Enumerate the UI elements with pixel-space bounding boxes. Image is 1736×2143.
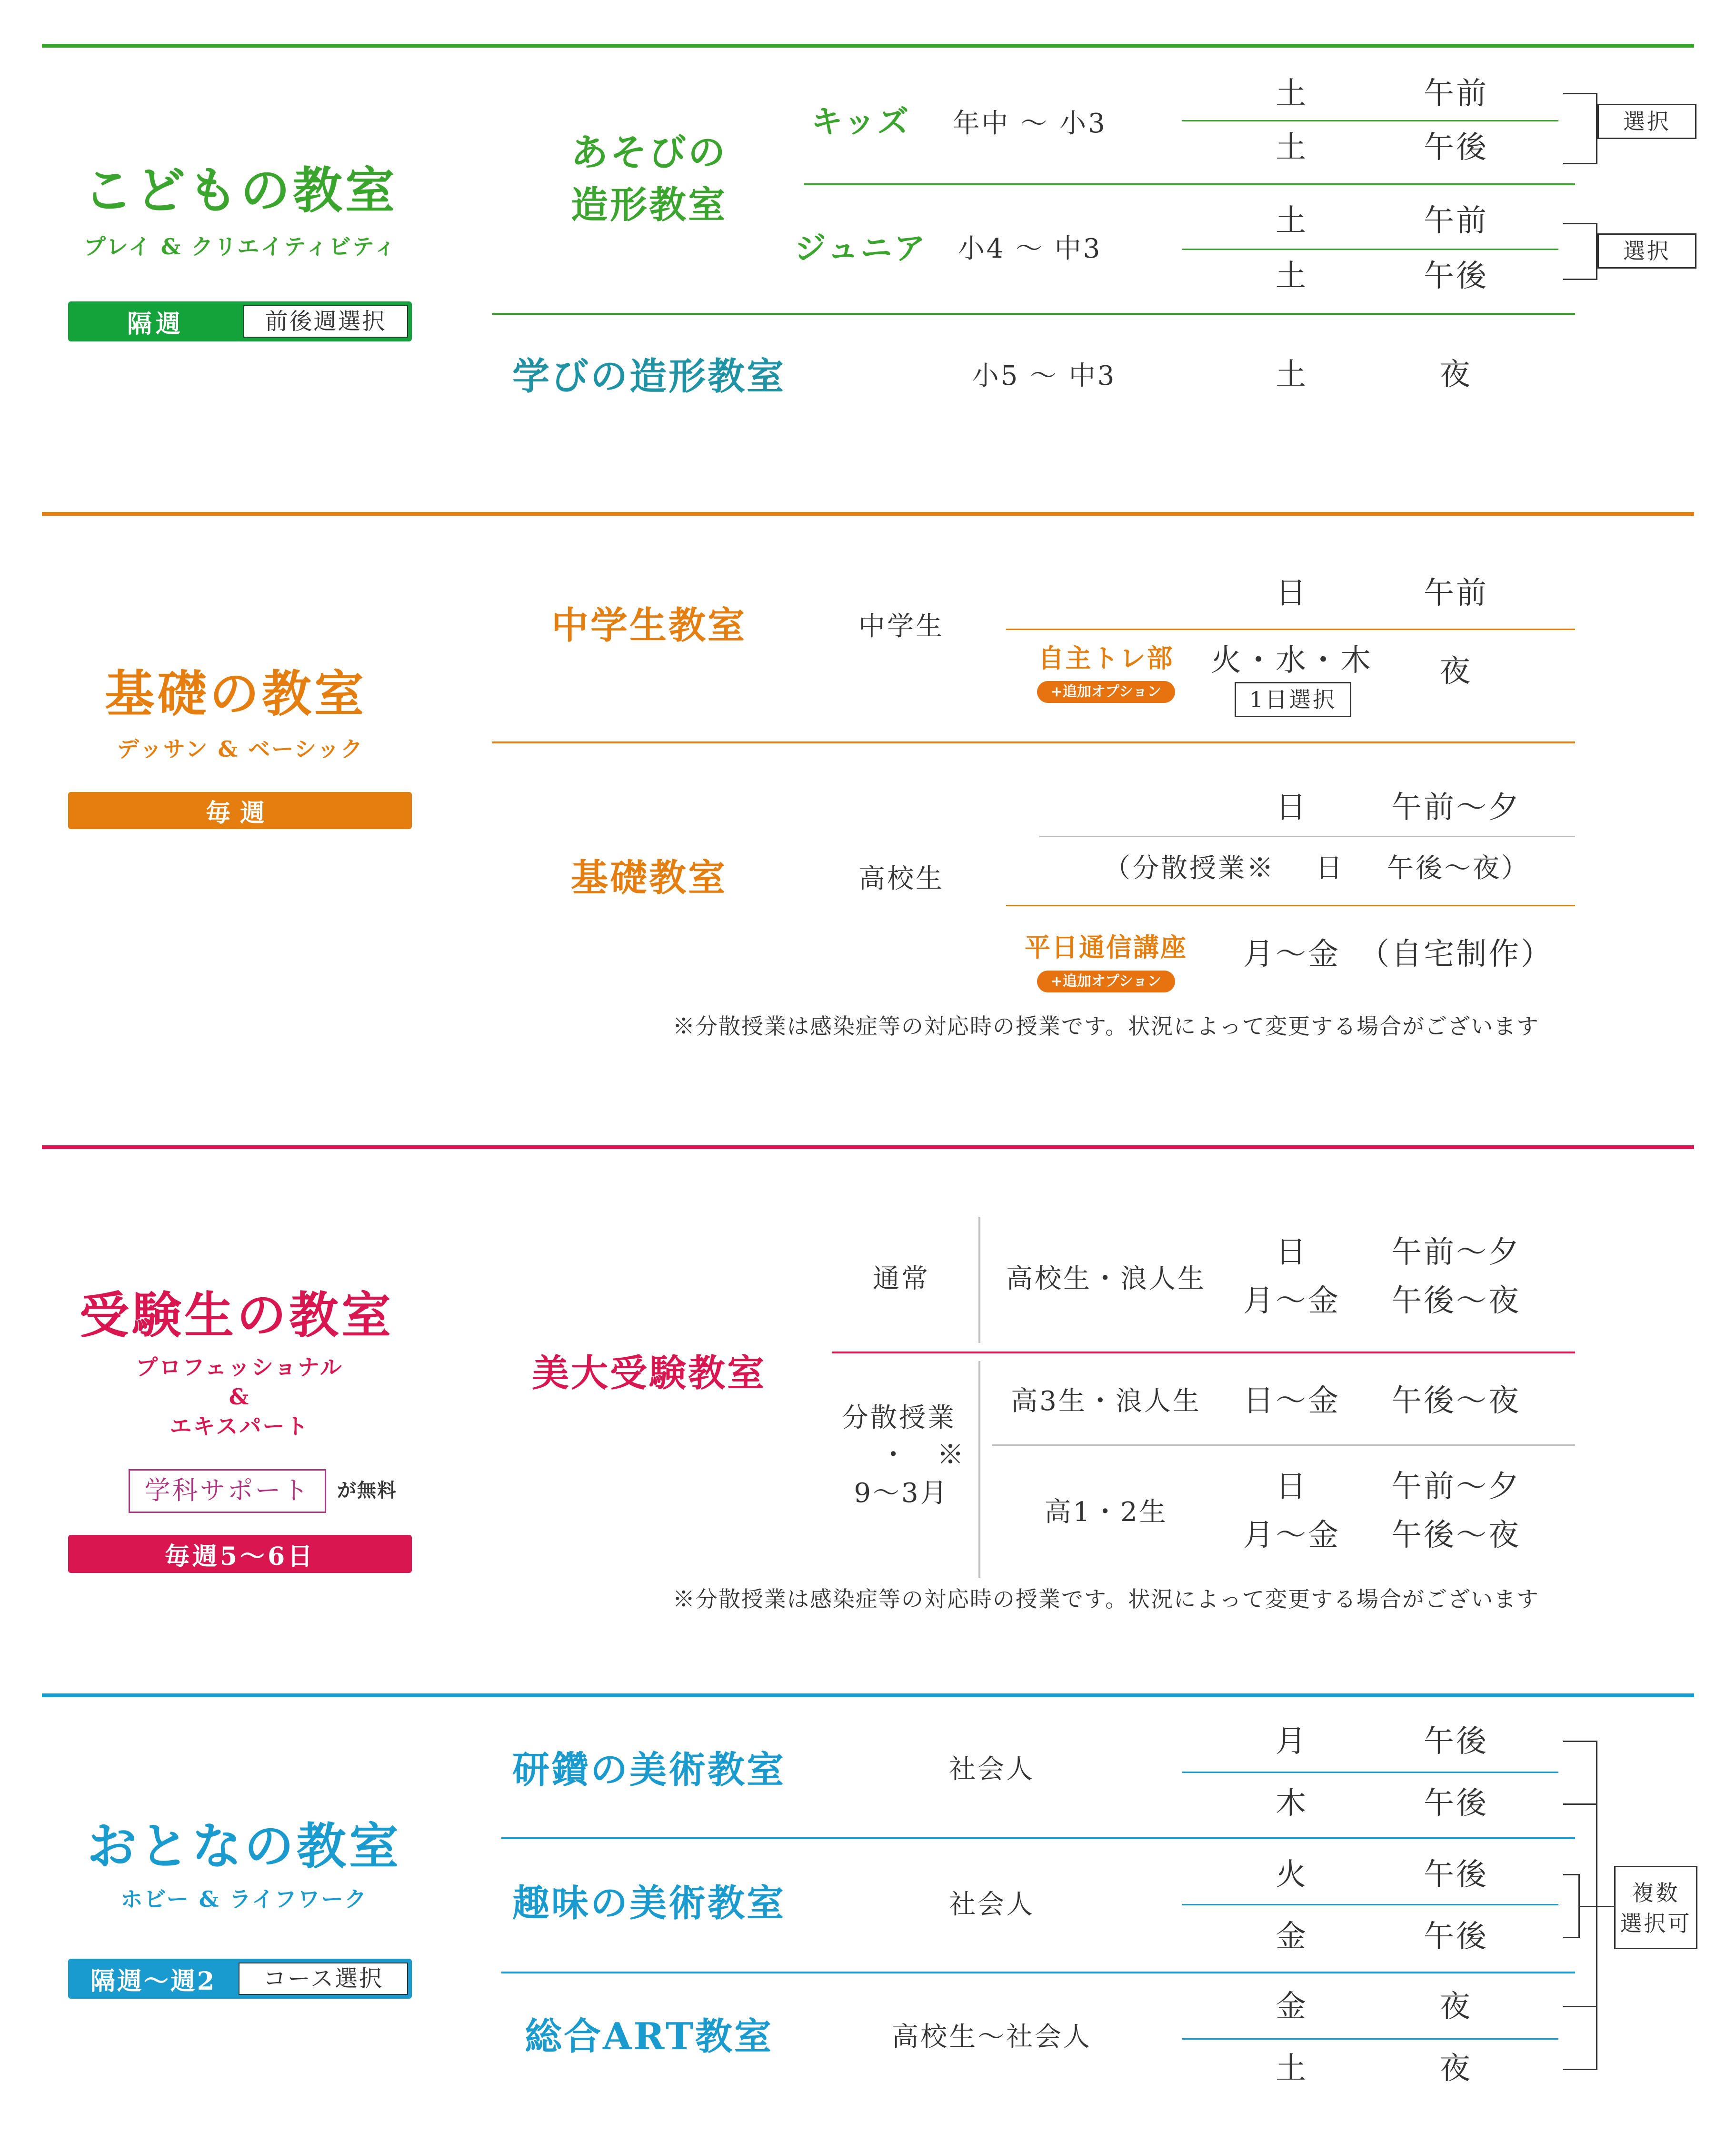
schedule-time: 午前 <box>1424 76 1488 111</box>
kodomo-frequency-badge <box>68 301 412 341</box>
kids-age: 年中 〜 小3 <box>953 108 1107 139</box>
add-option-pill: +追加オプション <box>1037 681 1175 703</box>
schedule-time: 午前〜夕 <box>1391 1469 1521 1504</box>
schedule-day: 日 <box>1276 1235 1308 1270</box>
kiso-target: 高校生 <box>858 863 944 894</box>
bunsan-label-1: 分散授業 <box>842 1402 956 1433</box>
bunsan-day: 日 <box>1316 853 1344 884</box>
one-day-select-box: 1日選択 <box>1235 682 1351 717</box>
schedule-time: 午後 <box>1424 1919 1488 1954</box>
row-divider <box>992 1444 1575 1446</box>
schedule-day: 土 <box>1276 357 1308 392</box>
schedule-day: 日 <box>1276 790 1308 825</box>
row-divider <box>1006 629 1575 630</box>
row-divider <box>804 183 1575 185</box>
section-divider-juken <box>42 1145 1694 1149</box>
multi-bracket <box>1563 1741 1597 1805</box>
junior-age: 小4 〜 中3 <box>958 233 1102 264</box>
juken-subtitle-2: & <box>229 1384 250 1410</box>
multi-select-line-1: 複数 <box>1632 1880 1680 1906</box>
kodomo-title: こどもの教室 <box>83 161 398 220</box>
row-divider <box>1039 836 1575 837</box>
manabi-age: 小5 〜 中3 <box>972 361 1117 391</box>
schedule-day: 月〜金 <box>1243 1283 1340 1319</box>
schedule-time: 午後 <box>1424 130 1488 165</box>
juken-frequency-badge <box>68 1535 412 1573</box>
schedule-day: 土 <box>1276 2051 1308 2086</box>
row-divider <box>492 313 1575 315</box>
multi-bracket <box>1563 2006 1597 2070</box>
multi-select-box <box>1614 1866 1697 1949</box>
free-label: が無料 <box>337 1479 397 1502</box>
schedule-day: 月〜金 <box>1243 1518 1340 1553</box>
kids-label: キッズ <box>811 103 911 140</box>
heijitsu-label: 平日通信講座 <box>1025 932 1187 962</box>
bunsan-time: 午後〜夜） <box>1387 853 1530 884</box>
row-divider <box>832 1352 1575 1353</box>
schedule-day: 日〜金 <box>1243 1383 1340 1419</box>
schedule-time: 午前 <box>1424 576 1488 611</box>
schedule-day: 土 <box>1276 76 1308 111</box>
asobi-classroom-title-1: あそびの <box>570 131 728 174</box>
badge-label: 隔週〜週2 <box>90 1966 217 1996</box>
jishu-time: 夜 <box>1440 654 1472 689</box>
bunsan-label-2: ・ ※ <box>880 1440 966 1471</box>
otona-subtitle: ホビー & ライフワーク <box>120 1886 368 1912</box>
column-divider <box>978 1361 980 1578</box>
row-divider <box>501 1837 1575 1839</box>
bunsan-label-3: 9〜3月 <box>854 1478 949 1509</box>
badge-label: 毎週 <box>205 798 274 828</box>
juken-subtitle-3: エキスパート <box>170 1413 309 1439</box>
row-divider <box>501 1972 1575 1973</box>
schedule-day: 金 <box>1276 1989 1308 2024</box>
schedule-day: 日 <box>1276 1469 1308 1504</box>
schedule-time: 夜 <box>1440 1989 1472 2024</box>
schedule-time: 午後 <box>1424 1786 1488 1821</box>
normal-label: 通常 <box>873 1263 930 1294</box>
shumi-target: 社会人 <box>949 1889 1035 1920</box>
section-divider-kodomo <box>42 44 1694 48</box>
kiso-footnote: ※分散授業は感染症等の対応時の授業です。状況によって変更する場合がございます <box>672 1013 1540 1039</box>
heijitsu-note: （自宅制作） <box>1359 937 1553 972</box>
schedule-time: 午前 <box>1424 203 1488 239</box>
schedule-day: 日 <box>1276 576 1308 611</box>
schedule-time: 午後〜夜 <box>1391 1383 1521 1419</box>
otona-title: おとなの教室 <box>87 1817 402 1875</box>
schedule-time: 午後 <box>1424 1724 1488 1759</box>
select-bracket <box>1563 223 1597 280</box>
row-divider <box>1006 905 1575 906</box>
schedule-day: 木 <box>1276 1786 1308 1821</box>
schedule-day: 土 <box>1276 203 1308 239</box>
chugaku-classroom-title: 中学生教室 <box>551 604 747 647</box>
kensan-target: 社会人 <box>949 1754 1035 1785</box>
sogo-classroom-title: 総合ART教室 <box>524 2015 774 2058</box>
jishu-label: 自主トレ部 <box>1038 643 1174 673</box>
shumi-classroom-title: 趣味の美術教室 <box>512 1882 786 1925</box>
multi-bracket <box>1563 1874 1580 1938</box>
juken-footnote: ※分散授業は感染症等の対応時の授業です。状況によって変更する場合がございます <box>672 1586 1540 1612</box>
juken-title: 受験生の教室 <box>79 1286 394 1344</box>
section-divider-kiso <box>42 512 1694 516</box>
multi-connector <box>1596 1772 1597 2039</box>
schedule-time: 夜 <box>1440 2051 1472 2086</box>
row-divider <box>1182 249 1558 250</box>
schedule-day: 火 <box>1276 1857 1308 1893</box>
chugaku-target: 中学生 <box>858 611 944 642</box>
multi-select-line-2: 選択可 <box>1620 1911 1692 1936</box>
badge-label: 隔週 <box>127 309 184 339</box>
kodomo-subtitle: プレイ & クリエイティビティ <box>83 234 398 260</box>
jishu-days: 火・水・木 <box>1211 643 1373 678</box>
schedule-day: 金 <box>1276 1919 1308 1954</box>
kiso-classroom-title: 基礎教室 <box>570 856 728 900</box>
asobi-classroom-title-2: 造形教室 <box>570 183 728 227</box>
gakka-support-box: 学科サポート <box>129 1469 326 1513</box>
schedule-time: 午前〜夕 <box>1391 790 1521 825</box>
kiso-subtitle: デッサン & ベーシック <box>117 736 364 762</box>
select-bracket <box>1563 93 1597 164</box>
schedule-time: 午前〜夕 <box>1391 1235 1521 1270</box>
juken-subtitle-1: プロフェッショナル <box>136 1354 343 1380</box>
normal-target: 高校生・浪人生 <box>1006 1263 1206 1294</box>
row-divider <box>1182 120 1558 121</box>
schedule-day: 土 <box>1276 259 1308 294</box>
column-divider <box>978 1217 980 1343</box>
kensan-classroom-title: 研鑽の美術教室 <box>512 1748 786 1792</box>
badge-option: コース選択 <box>239 1963 408 1995</box>
row-divider <box>492 741 1575 743</box>
schedule-time: 午後 <box>1424 1857 1488 1893</box>
manabi-classroom-title: 学びの造形教室 <box>512 355 786 398</box>
schedule-time: 夜 <box>1440 357 1472 392</box>
schedule-day: 月 <box>1276 1724 1308 1759</box>
row-divider <box>1182 1904 1558 1905</box>
kiso-title: 基礎の教室 <box>104 664 367 723</box>
sogo-target: 高校生〜社会人 <box>892 2022 1092 2053</box>
badge-option: 前後週選択 <box>243 305 408 338</box>
junior-label: ジュニア <box>794 230 928 267</box>
bidai-classroom-title: 美大受験教室 <box>531 1352 767 1395</box>
heijitsu-days: 月〜金 <box>1243 937 1340 972</box>
row-divider <box>1182 1772 1558 1773</box>
row-divider <box>1182 2038 1558 2040</box>
schedule-day: 土 <box>1276 130 1308 165</box>
select-box: 選択 <box>1597 104 1696 139</box>
otona-frequency-badge <box>68 1959 412 1999</box>
schedule-time: 午後 <box>1424 259 1488 294</box>
schedule-time: 午後〜夜 <box>1391 1518 1521 1553</box>
select-box: 選択 <box>1597 233 1696 269</box>
b-target-1: 高3生・浪人生 <box>1011 1386 1201 1417</box>
section-divider-otona <box>42 1693 1694 1697</box>
schedule-time: 午後〜夜 <box>1391 1283 1521 1319</box>
badge-label: 毎週5〜6日 <box>164 1542 316 1571</box>
bunsan-label: （分散授業※ <box>1104 853 1275 884</box>
kiso-frequency-badge <box>68 792 412 829</box>
b-target-2: 高1・2生 <box>1044 1497 1168 1528</box>
add-option-pill: +追加オプション <box>1037 971 1175 992</box>
